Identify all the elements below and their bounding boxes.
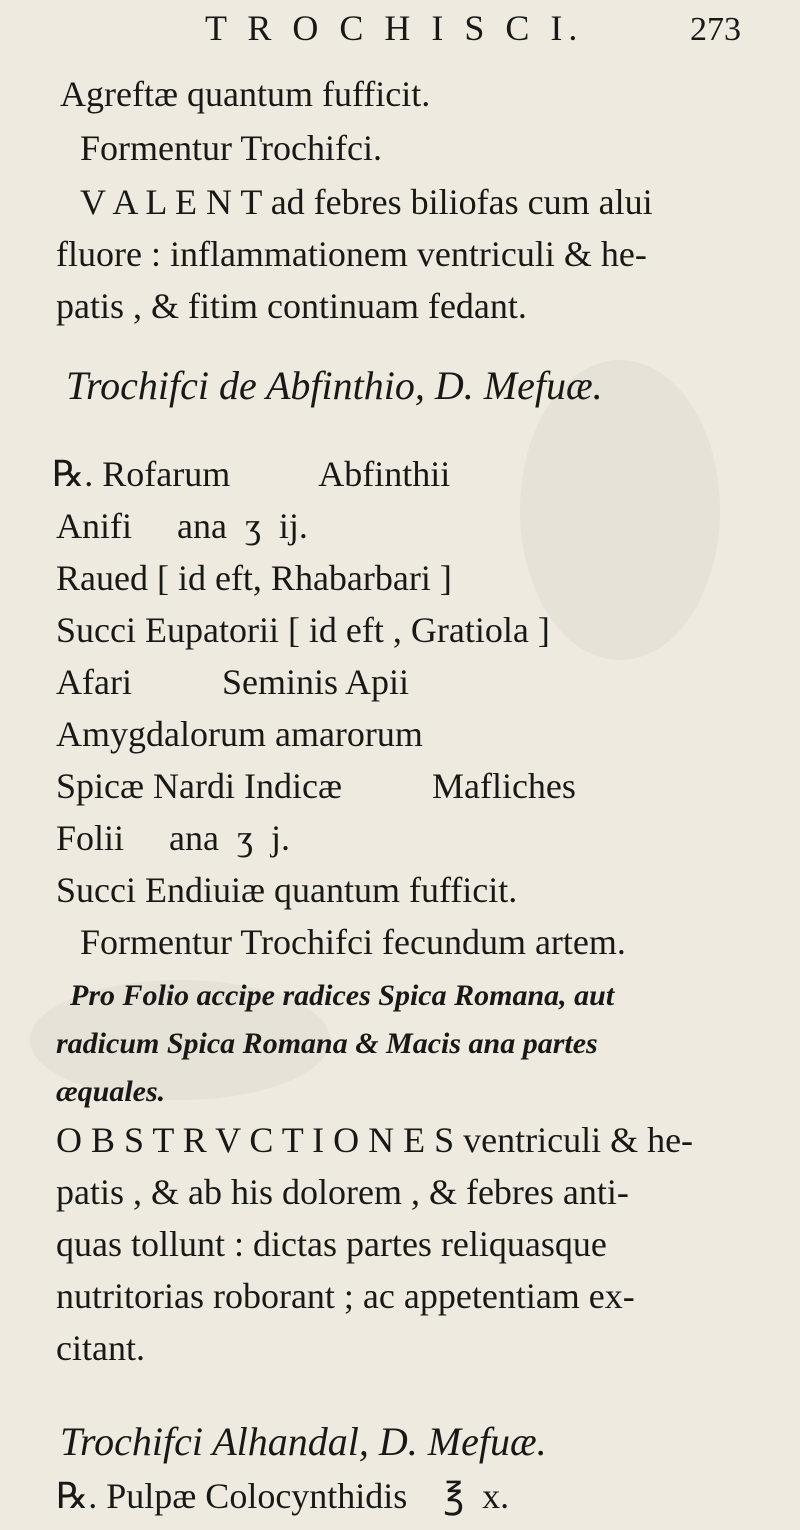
text-line: O B S T R V C T I O N E S ventriculi & he-	[56, 1120, 694, 1160]
recipe-line: Spicæ Nardi Indicæ Mafliches	[56, 766, 576, 806]
recipe-line: Anifi ana ʒ ij.	[56, 506, 308, 546]
text-line: patis , & ab his dolorem , & febres anti-	[56, 1172, 629, 1212]
recipe-line: Succi Eupatorii [ id eft , Gratiola ]	[56, 610, 550, 650]
page-number: 273	[690, 11, 741, 48]
running-title: T R O C H I S C I.	[205, 8, 584, 48]
recipe-line: Formentur Trochifci fecundum artem.	[80, 922, 626, 962]
recipe-line: Amygdalorum amarorum	[56, 714, 423, 754]
text-line: citant.	[56, 1328, 145, 1368]
note-line: radicum Spica Romana & Macis ana partes	[56, 1027, 598, 1060]
text-line: V A L E N T ad febres biliofas cum alui	[80, 182, 653, 222]
note-line: Pro Folio accipe radices Spica Romana, aut	[70, 979, 615, 1012]
recipe-line: Succi Endiuiæ quantum fufficit.	[56, 870, 518, 910]
note-line: æquales.	[56, 1075, 166, 1108]
recipe-line: Folii ana ʒ j.	[56, 818, 290, 858]
text-line: quas tollunt : dictas partes reliquasque	[56, 1224, 607, 1264]
text-line: nutritorias roborant ; ac appetentiam ex-	[56, 1276, 635, 1316]
text-line: patis , & fitim continuam fedant.	[56, 286, 527, 326]
recipe-line: Afari Seminis Apii	[56, 662, 409, 702]
text-line: fluore : inflammationem ventriculi & he-	[56, 234, 647, 274]
text-line: Agreftæ quantum fufficit.	[60, 74, 431, 114]
recipe-line: Raued [ id eft, Rhabarbari ]	[56, 558, 452, 598]
recipe-line: ℞. Pulpæ Colocynthidis ℥ x.	[56, 1476, 510, 1516]
section-title: Trochifci Alhandal, D. Mefuæ.	[60, 1419, 547, 1464]
recipe-line: ℞. Rofarum Abfinthii	[52, 454, 451, 494]
text-line: Formentur Trochifci.	[80, 128, 382, 168]
section-title: Trochifci de Abfinthio, D. Mefuæ.	[66, 363, 603, 408]
